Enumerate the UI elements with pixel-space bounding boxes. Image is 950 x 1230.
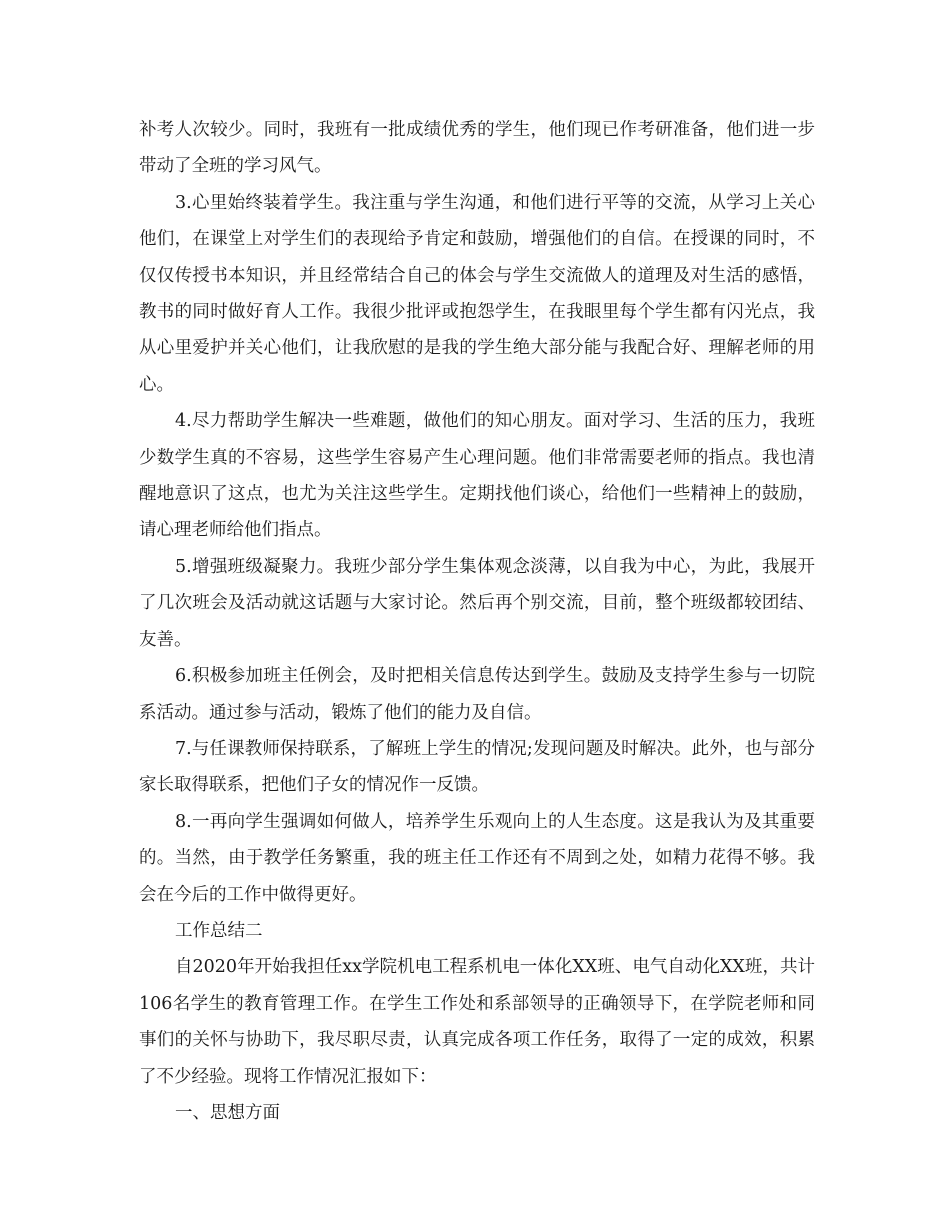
paragraph-item-6: 6.积极参加班主任例会，及时把相关信息传达到学生。鼓励及支持学生参与一切院系活动。通过参与活动，锻炼了他们的能力及自信。 xyxy=(139,666,815,723)
paragraph-item-7: 7.与任课教师保持联系，了解班上学生的情况;发现问题及时解决。此外，也与部分家长取得联系，把他们子女的情况作一反馈。 xyxy=(139,738,815,796)
paragraph-continuation: 补考人次较少。同时，我班有一批成绩优秀的学生，他们现已作考研准备，他们进一步带动了全班的学习风气。 xyxy=(139,120,815,177)
paragraph-item-4: 4.尽力帮助学生解决一些难题，做他们的知心朋友。面对学习、生活的压力，我班少数学生真的不容易，这些学生容易产生心理问题。他们非常需要老师的指点。我也清醒地意识了这点，也尤为关注这些学生。定期找他们谈心，给他们一些精神上的鼓励，请心理老师给他们指点。 xyxy=(139,411,815,541)
paragraph-item-3: 3.心里始终装着学生。我注重与学生沟通，和他们进行平等的交流，从学习上关心他们，在课堂上对学生们的表现给予肯定和鼓励，增强他们的自信。在授课的同时，不仅仅传授书本知识，并且经常结合自己的体会与学生交流做人的道理及对生活的感悟，教书的同时做好育人工作。我很少批评或抱怨学生，在我眼里每个学生都有闪光点，我从心里爱护并关心他们，让我欣慰的是我的学生绝大部分能与我配合好、理解老师的用心。 xyxy=(139,192,815,395)
paragraph-intro: 自2020年开始我担任xx学院机电工程系机电一体化XX班、电气自动化XX班，共计106名学生的教育管理工作。在学生工作处和系部领导的正确领导下，在学院老师和同事们的关怀与协助下，我尽职尽责，认真完成各项工作任务，取得了一定的成效，积累了不少经验。现将工作情况汇报如下： xyxy=(139,957,815,1087)
paragraph-item-5: 5.增强班级凝聚力。我班少部分学生集体观念淡薄，以自我为中心，为此，我展开了几次班会及活动就这话题与大家讨论。然后再个别交流，目前，整个班级都较团结、友善。 xyxy=(139,556,815,650)
document-body xyxy=(139,112,815,1131)
section-heading-thought: 一、思想方面 xyxy=(175,1102,280,1123)
paragraph-item-8: 8.一再向学生强调如何做人，培养学生乐观向上的人生态度。这是我认为及其重要的。当然，由于教学任务繁重，我的班主任工作还有不周到之处，如精力花得不够。我会在今后的工作中做得更好。 xyxy=(139,811,815,905)
section-heading-summary-two: 工作总结二 xyxy=(175,920,263,941)
